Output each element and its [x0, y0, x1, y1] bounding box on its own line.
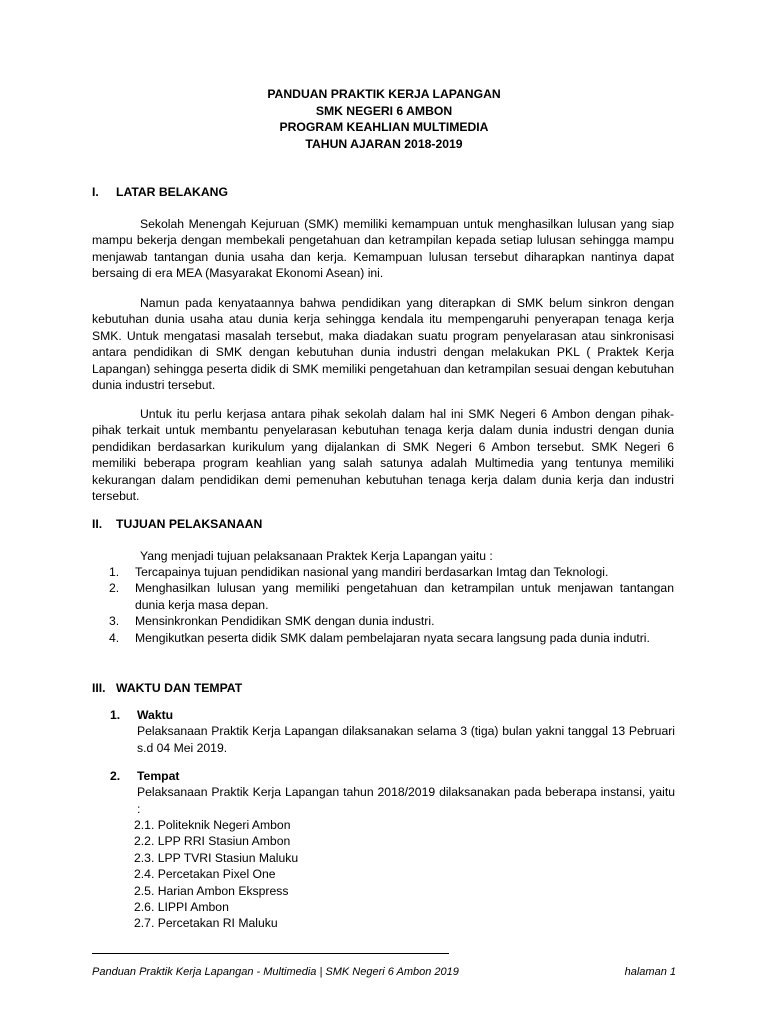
list-intro: Yang menjadi tujuan pelaksanaan Praktek Kerja Lapangan yaitu :	[140, 549, 493, 563]
subsection-tempat	[110, 768, 675, 817]
item-number: 2.	[109, 581, 120, 596]
subsection-label: Tempat	[137, 769, 180, 783]
subsection-text: Pelaksanaan Praktik Kerja Lapangan tahun 2018/2019 dilaksanakan pada beberapa instansi, yaitu :	[137, 785, 675, 816]
subsection-text: Pelaksanaan Praktik Kerja Lapangan dilaksanakan selama 3 (tiga) bulan yakni tanggal 13 Pebruari s.d 04 Mei 2019.	[137, 724, 675, 755]
list-item	[92, 630, 674, 646]
footer-divider	[92, 953, 449, 954]
list-item: 2.6. LIPPI Ambon	[134, 899, 229, 914]
list-item: 2.5. Harian Ambon Ekspress	[134, 883, 289, 898]
item-text: Tercapainya tujuan pendidikan nasional yang mandiri berdasarkan Imtag dan Teknologi.	[135, 565, 609, 579]
item-text: Menghasilkan lulusan yang memiliki pengetahuan dan ketrampilan untuk menjawan tantangan dunia kerja masa depan.	[135, 581, 674, 612]
section-title: TUJUAN PELAKSANAAN	[116, 517, 263, 531]
section-number: II.	[92, 517, 103, 531]
list-item	[92, 580, 674, 613]
subsection-number: 1.	[110, 708, 121, 722]
title-line: PROGRAM KEAHLIAN MULTIMEDIA	[279, 120, 489, 134]
footer-text: Panduan Praktik Kerja Lapangan - Multimedia | SMK Negeri 6 Ambon 2019	[92, 966, 459, 978]
paragraph: Untuk itu perlu kerjasa antara pihak sekolah dalam hal ini SMK Negeri 6 Ambon dengan pihak-pihak terkait untuk membantu penyelarasan kebutuhan tenaga kerja dalam dunia industri dengan dunia pendidikan berdasarkan kurikulum yang dijalankan di SMK Negeri 6 Ambon tersebut. SMK Negeri 6 memiliki beberapa program keahlian yang salah satunya adalah Multimedia yang tentunya memiliki kekurangan dalam pendidikan demi pemenuhan kebutuhan tenaga kerja dalam dunia kerja dan industri tersebut.	[92, 407, 674, 504]
paragraph: Sekolah Menengah Kejuruan (SMK) memiliki kemampuan untuk menghasilkan lulusan yang siap mampu bekerja dengan membekali pengetahuan dan ketrampilan kepada setiap lulusan sehingga mampu menjawab tantangan dunia usaha dan kerja. Kemampuan lulusan tersebut diharapkan nantinya dapat bersaing di era MEA (Masyarakat Ekonomi Asean) ini.	[92, 217, 674, 281]
title-line: SMK NEGERI 6 AMBON	[315, 103, 453, 118]
list-item	[92, 613, 674, 629]
item-number: 4.	[109, 630, 120, 645]
subsection-waktu	[110, 707, 675, 756]
section-title: LATAR BELAKANG	[116, 185, 228, 199]
item-text: Mengikutkan peserta didik SMK dalam pembelajaran nyata secara langsung pada dunia indutri.	[135, 630, 650, 645]
footer-divider	[414, 953, 449, 954]
list-item: 2.2. LPP RRI Stasiun Ambon	[134, 834, 291, 849]
objectives-list	[92, 564, 674, 646]
page-number: halaman 1	[624, 966, 676, 978]
section-heading-tujuan	[92, 516, 262, 532]
section-number: III.	[92, 681, 106, 695]
list-item: 2.1. Politeknik Negeri Ambon	[134, 818, 291, 832]
document-title	[0, 86, 768, 152]
paragraph: Namun pada kenyataannya bahwa pendidikan yang diterapkan di SMK belum sinkron dengan kebutuhan dunia usaha atau dunia kerja sehingga kendala itu mempengaruhi penyerapan tenaga kerja SMK. Untuk mengatasi masalah tersebut, maka diadakan suatu program penyelarasan atau sinkronisasi antara pendidikan di SMK dengan kebutuhan dunia industri dengan melakukan PKL ( Praktek Kerja Lapangan) sehingga peserta didik di SMK memiliki pengetahuan dan ketrampilan sesuai dengan kebutuhan dunia industri tersebut.	[92, 296, 674, 393]
list-item: 2.3. LPP TVRI Stasiun Maluku	[134, 850, 299, 865]
list-item	[92, 564, 674, 580]
list-item: 2.7. Percetakan RI Maluku	[134, 916, 278, 931]
title-line: TAHUN AJARAN 2018-2019	[305, 136, 463, 151]
subsection-number: 2.	[110, 769, 121, 783]
subsection-label: Waktu	[137, 708, 174, 722]
list-item: 2.4. Percetakan Pixel One	[134, 867, 276, 882]
item-number: 1.	[109, 565, 120, 579]
section-title: WAKTU DAN TEMPAT	[116, 681, 243, 695]
item-text: Mensinkronkan Pendidikan SMK dengan dunia industri.	[135, 614, 435, 629]
section-heading-latar-belakang	[92, 184, 228, 200]
title-line: PANDUAN PRAKTIK KERJA LAPANGAN	[267, 87, 501, 101]
item-number: 3.	[109, 614, 120, 629]
places-list	[134, 817, 298, 932]
section-heading-waktu-tempat	[92, 680, 242, 696]
section-number: I.	[92, 185, 99, 199]
